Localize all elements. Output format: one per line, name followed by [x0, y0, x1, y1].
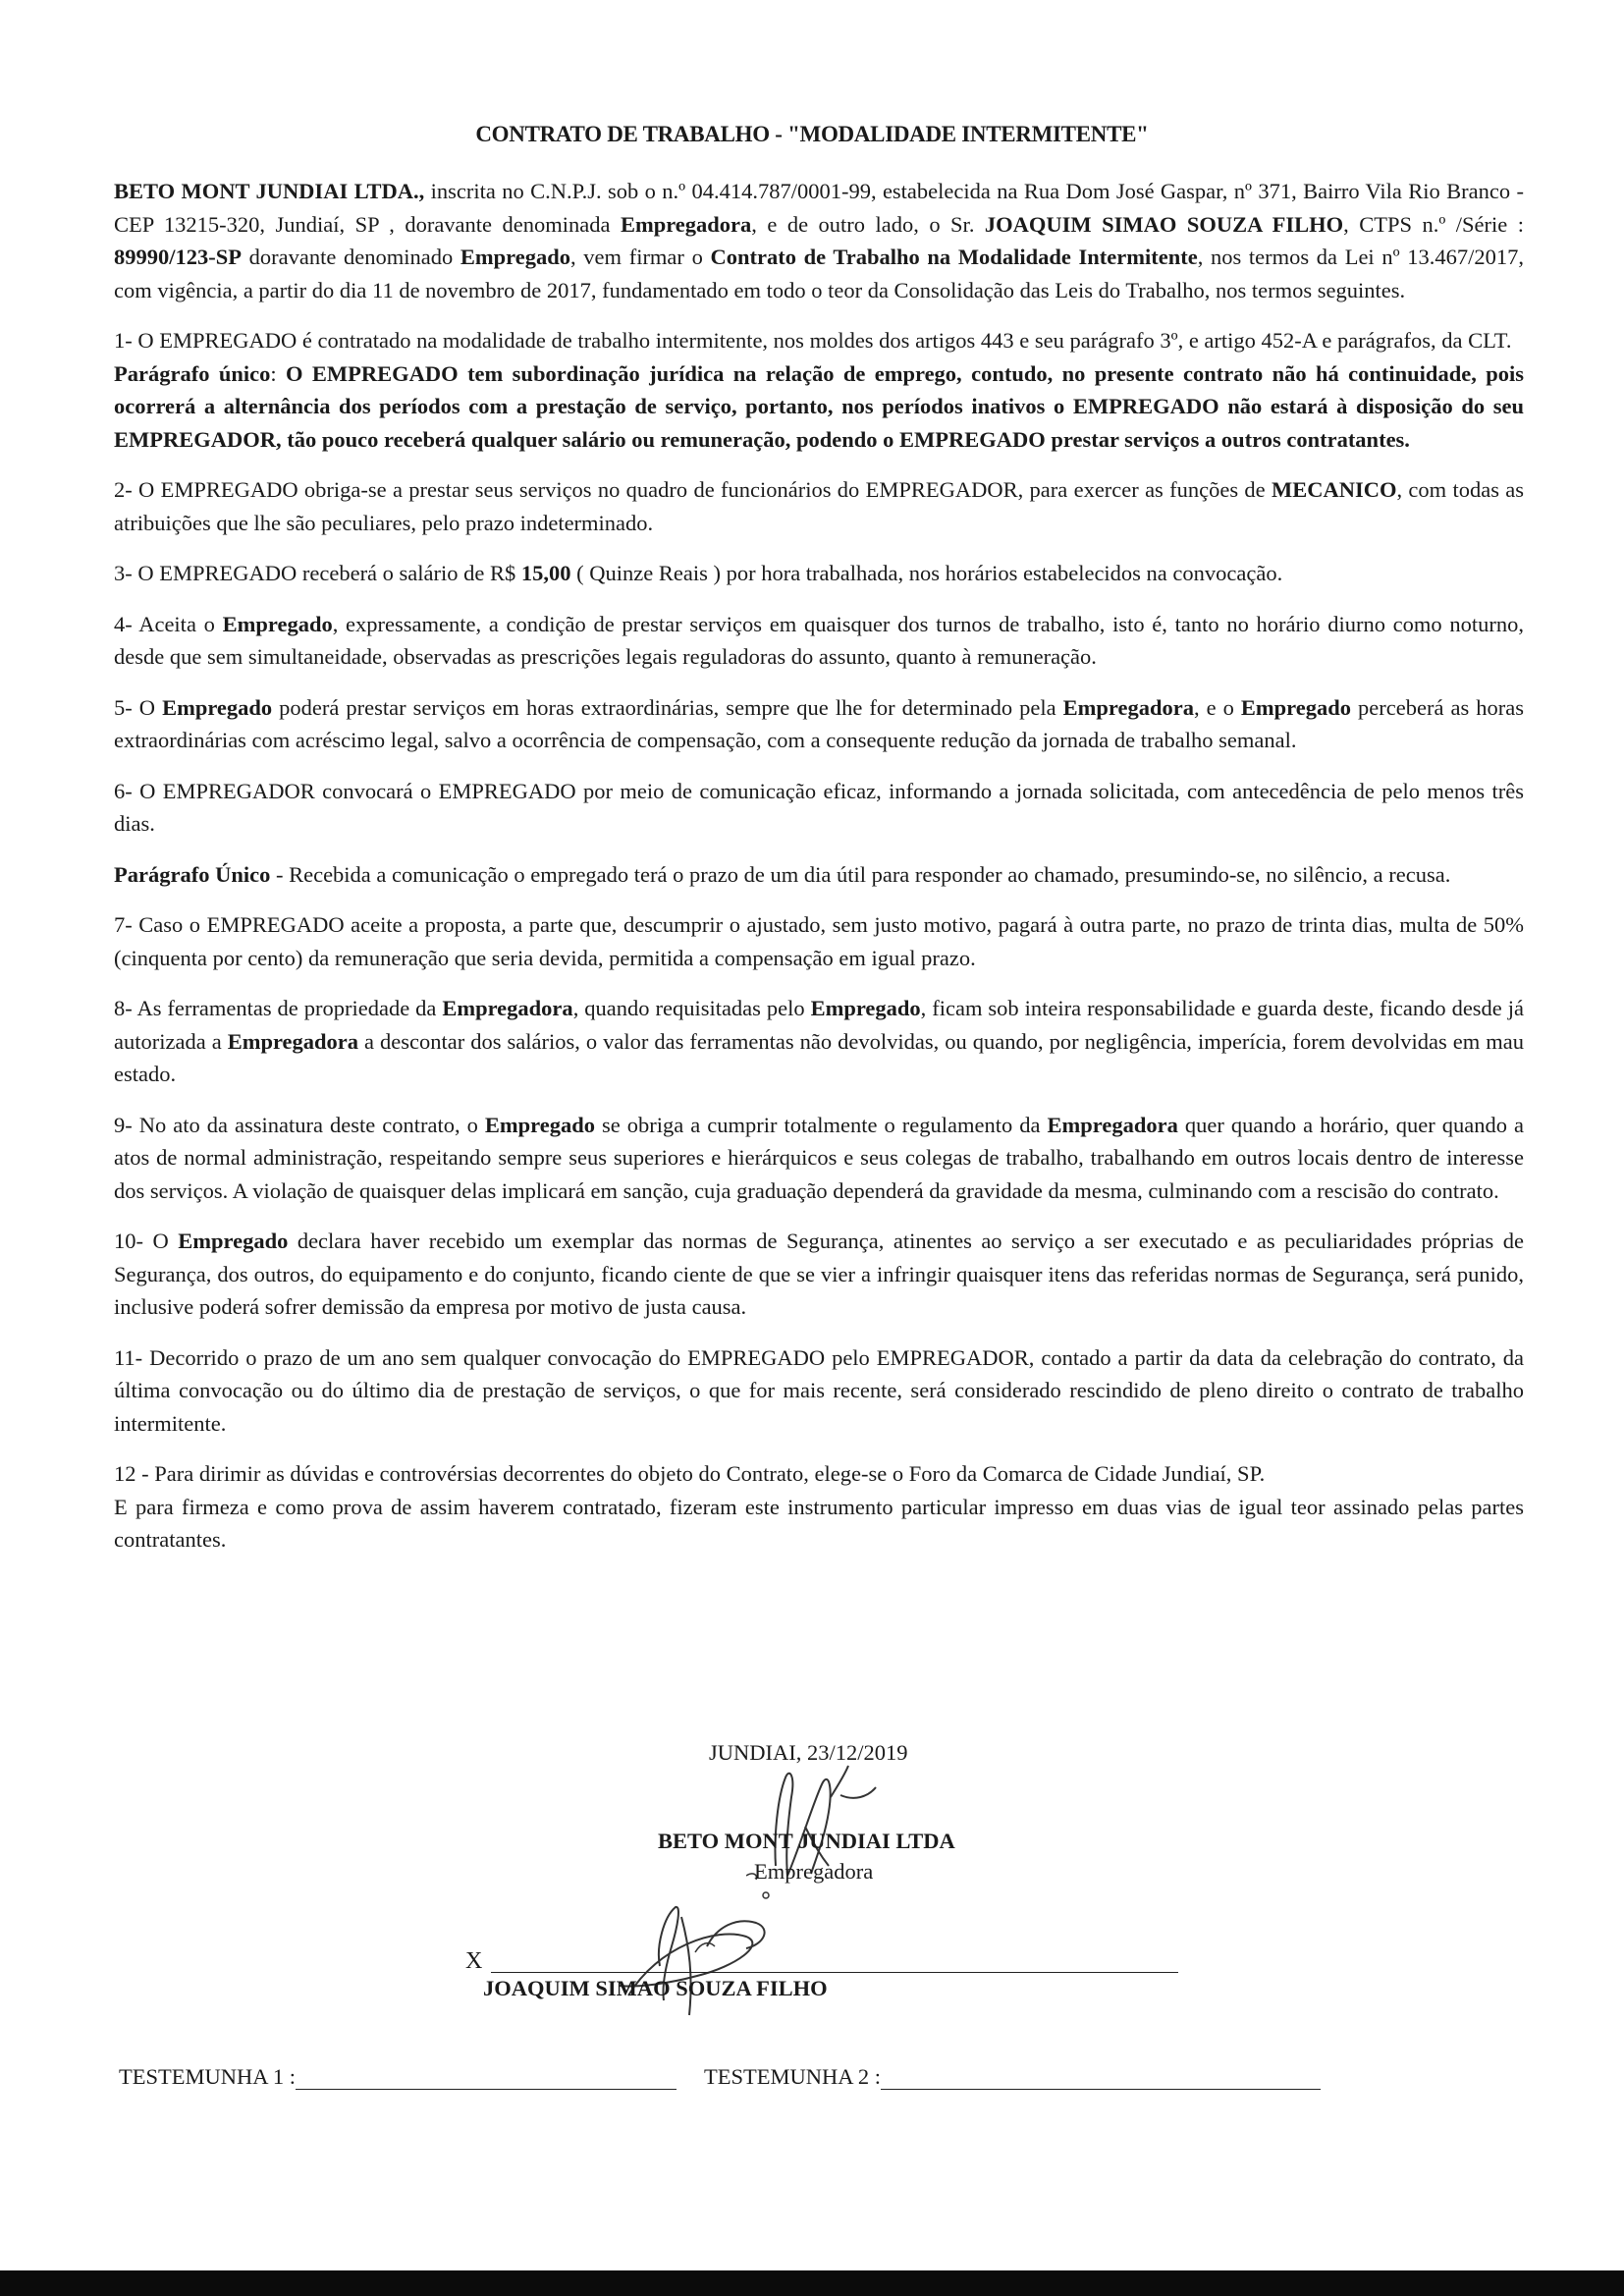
- witness-2-line: [881, 2069, 1321, 2090]
- clause-1-paragraph: [114, 357, 1524, 457]
- clause-text: 2- O EMPREGADO obriga-se a prestar seus serviços no quadro de funcionários do EMPREGADOR, para exercer as funções de: [114, 477, 1272, 502]
- document-title: CONTRATO DE TRABALHO - "MODALIDADE INTERMITENTE": [475, 122, 1149, 146]
- clause-bold: Empregado: [162, 694, 273, 720]
- clause-bold: Empregado: [810, 996, 921, 1020]
- clause-8: [114, 992, 1524, 1091]
- clause-11: 11- Decorrido o prazo de um ano sem qualquer convocação do EMPREGADO pelo EMPREGADOR, contado a partir da data da celebração do contrato, da última convocação ou do último dia de prestação de serviços, o que for mais recente, será considerado rescindido de pleno direito o contrato de trabalho intermitente.: [114, 1344, 1524, 1436]
- scan-border: [0, 2270, 1624, 2296]
- clause-4: [114, 608, 1524, 674]
- clause-bold: Empregado: [222, 611, 333, 636]
- contract-type: Contrato de Trabalho na Modalidade Intermitente: [710, 245, 1198, 269]
- clause-bold: Empregadora: [1062, 694, 1194, 720]
- clause-2: [114, 473, 1524, 539]
- paragraph-text: O EMPREGADO tem subordinação jurídica na relação de emprego, contudo, no presente contrato não há continuidade, pois ocorrerá a alternância dos períodos com a prestação de serviço, portanto, nos períodos inativos o EMPREGADO não estará à disposição do seu EMPREGADOR, tão pouco receberá qualquer salário ou remuneração, podendo o EMPREGADO prestar serviços a outros contratantes.: [114, 360, 1524, 452]
- date-place: JUNDIAI, 23/12/2019: [709, 1740, 908, 1765]
- clause-text: 8- As ferramentas de propriedade da: [114, 996, 443, 1020]
- clause-text: , com todas as atribuições que lhe são peculiares, pelo prazo indeterminado.: [114, 477, 1524, 535]
- intro-text: , nos termos da Lei nº 13.467/2017, com vigência, a partir do dia 11 de novembro de 2017, fundamentado em todo o teor da Consolidação das Leis do Trabalho, nos termos seguintes.: [114, 245, 1524, 302]
- intro-paragraph: [114, 175, 1524, 306]
- witness-2-label: TESTEMUNHA 2 :: [704, 2064, 881, 2089]
- clause-text: , quando requisitadas pelo: [572, 996, 811, 1020]
- employee-label: Empregado: [460, 245, 571, 269]
- clause-10: [114, 1225, 1524, 1324]
- clause-text: a descontar dos salários, o valor das ferramentas não devolvidas, ou quando, por negligência, imperícia, forem devolvidas em mau estado.: [114, 1028, 1524, 1086]
- clause-bold: Empregado: [1240, 694, 1351, 720]
- signature-x-mark: X: [465, 1948, 483, 1974]
- intro-text: , CTPS n.º /Série :: [1343, 211, 1524, 237]
- clause-text: 5- O: [114, 694, 163, 720]
- clause-text: poderá prestar serviços em horas extraordinárias, sempre que lhe for determinado pela: [272, 694, 1063, 720]
- clause-bold: Empregado: [484, 1112, 595, 1137]
- clause-bold: Empregadora: [227, 1028, 359, 1054]
- clause-text: , ficam sob inteira responsabilidade e guarda deste, ficando desde já autorizada a: [114, 996, 1524, 1054]
- employer-name: BETO MONT JUNDIAI LTDA.,: [114, 179, 425, 203]
- closing-statement: E para firmeza e como prova de assim haverem contratado, fizeram este instrumento particular impresso em duas vias de igual teor assinado pelas partes contratantes.: [114, 1494, 1524, 1552]
- intro-text: doravante denominado: [242, 245, 460, 269]
- company-role: Empregadora: [754, 1859, 874, 1884]
- witness-1-label: TESTEMUNHA 1 :: [119, 2064, 296, 2089]
- paragraph-label: Parágrafo Único: [114, 861, 271, 887]
- witness-2: [704, 2064, 1321, 2090]
- clause-text: ( Quinze Reais ) por hora trabalhada, nos horários estabelecidos na convocação.: [570, 561, 1283, 585]
- clause-text: , e o: [1193, 694, 1241, 720]
- clause-text: perceberá as horas extraordinárias com acréscimo legal, salvo a ocorrência de compensação, com a consequente redução da jornada de trabalho semanal.: [114, 694, 1524, 752]
- clause-text: 9- No ato da assinatura deste contrato, o: [114, 1112, 485, 1137]
- employer-label: Empregadora: [620, 211, 752, 237]
- clause-6: 6- O EMPREGADOR convocará o EMPREGADO por meio de comunicação eficaz, informando a jornada solicitada, com antecedência de pelo menos três dias.: [114, 778, 1524, 836]
- employee-signature-icon: [599, 1887, 815, 2025]
- clause-text: declara haver recebido um exemplar das normas de Segurança, atinentes ao serviço a ser executado e as peculiaridades próprias de Segurança, dos outros, do equipamento e do conjunto, ficando ciente de que se vier a infringir quaisquer itens das referidas normas de Segurança, será punido, inclusive poderá sofrer demissão da empresa por motivo de justa causa.: [114, 1229, 1524, 1319]
- clause-text: , expressamente, a condição de prestar serviços em quaisquer dos turnos de trabalho, isto é, tanto no horário diurno como noturno, desde que sem simultaneidade, observadas as prescrições legais reguladoras do assunto, quanto à remuneração.: [114, 611, 1524, 669]
- ctps-number: 89990/123-SP: [114, 245, 243, 269]
- clause-6-paragraph: [114, 858, 1524, 892]
- intro-text: , vem firmar o: [570, 245, 711, 269]
- paragraph-label: Parágrafo único: [114, 360, 271, 386]
- clause-bold: Empregado: [178, 1229, 289, 1253]
- salary-amount: 15,00: [520, 561, 571, 585]
- employee-signature-line: [491, 1972, 1178, 1973]
- clause-text: 3- O EMPREGADO receberá o salário de R$: [114, 561, 521, 585]
- clause-12: 12 - Para dirimir as dúvidas e controvérsias decorrentes do objeto do Contrato, elege-se o Foro da Comarca de Cidade Jundiaí, SP.: [114, 1461, 1266, 1486]
- employee-signature-name: JOAQUIM SIMAO SOUZA FILHO: [483, 1976, 828, 2000]
- clause-5: [114, 691, 1524, 757]
- paragraph-separator: :: [270, 360, 287, 386]
- employee-name: JOAQUIM SIMAO SOUZA FILHO: [984, 211, 1344, 237]
- paragraph-text: - Recebida a comunicação o empregado terá o prazo de um dia útil para responder ao chamado, presumindo-se, no silêncio, a recusa.: [270, 861, 1451, 887]
- clause-1: 1- O EMPREGADO é contratado na modalidade de trabalho intermitente, nos moldes dos artigos 443 e seu parágrafo 3º, e artigo 452-A e parágrafos, da CLT.: [114, 328, 1512, 353]
- clause-text: se obriga a cumprir totalmente o regulamento da: [595, 1112, 1048, 1137]
- job-role: MECANICO: [1271, 477, 1397, 502]
- intro-text: inscrita no C.N.P.J. sob o n.º 04.414.787/0001-99, estabelecida na Rua Dom José Gaspar, nº 371, Bairro Vila Rio Branco - CEP 13215-320, Jundiaí, SP , doravante denominada: [114, 179, 1524, 237]
- clause-9: [114, 1109, 1524, 1208]
- company-signature-name: BETO MONT JUNDIAI LTDA: [658, 1829, 955, 1853]
- clause-bold: Empregadora: [1047, 1112, 1178, 1137]
- clause-text: 10- O: [114, 1229, 179, 1253]
- clause-bold: Empregadora: [442, 996, 573, 1020]
- witness-1-line: [296, 2069, 677, 2090]
- clause-text: 4- Aceita o: [114, 611, 223, 636]
- clause-7: 7- Caso o EMPREGADO aceite a proposta, a parte que, descumprir o ajustado, sem justo motivo, pagará à outra parte, no prazo de trinta dias, multa de 50% (cinquenta por cento) da remuneração que seria devida, permitida a compensação em igual prazo.: [114, 912, 1524, 970]
- intro-text: , e de outro lado, o Sr.: [751, 211, 985, 237]
- witness-1: [119, 2064, 677, 2090]
- contract-body: [114, 175, 1524, 1557]
- clause-text: quer quando a horário, quer quando a atos de normal administração, respeitando sempre seus superiores e hierárquicos e seus colegas de trabalho, trabalhando em outros locais dentro de interesse dos serviços. A violação de quaisquer delas implicará em sanção, cuja graduação dependerá da gravidade da mesma, culminando com a rescisão do contrato.: [114, 1112, 1524, 1203]
- clause-3: [114, 557, 1524, 590]
